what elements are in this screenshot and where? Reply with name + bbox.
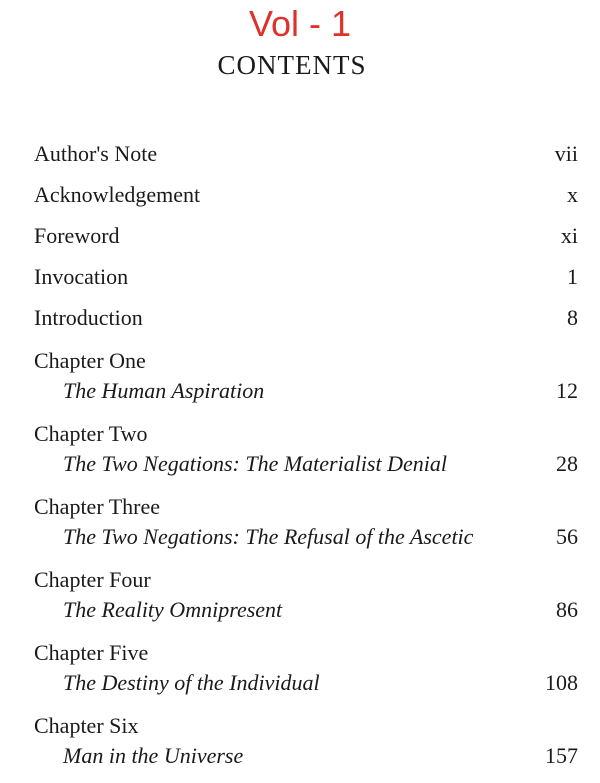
toc-entry-label: Acknowledgement (34, 182, 201, 207)
toc-chapter-heading (34, 639, 578, 666)
toc-chapter-heading (34, 566, 578, 593)
chapter-number: Chapter One (34, 348, 146, 373)
toc-entry-label: Invocation (34, 264, 129, 289)
toc-entry-invocation (34, 263, 578, 290)
chapter-title: The Reality Omnipresent (63, 597, 283, 622)
chapter-page: 28 (556, 451, 578, 476)
chapter-page: 86 (556, 597, 578, 622)
toc-entry-page: vii (554, 141, 578, 166)
toc-entry-authors-note (34, 140, 578, 167)
chapter-number: Chapter Four (34, 567, 151, 592)
chapter-title: The Two Negations: The Materialist Denial (63, 451, 447, 476)
toc-chapter-entry (34, 742, 578, 769)
chapter-number: Chapter Three (34, 494, 161, 519)
chapter-title: The Two Negations: The Refusal of the Ascetic (63, 524, 474, 549)
toc-entry-page: x (567, 182, 578, 207)
chapter-page: 12 (556, 378, 578, 403)
chapter-title: Man in the Universe (63, 743, 244, 768)
chapter-page: 56 (556, 524, 578, 549)
toc-chapter-entry (34, 377, 578, 404)
toc-entry-label: Introduction (34, 305, 143, 330)
toc-chapter-entry (34, 450, 578, 477)
toc-entry-page: 8 (567, 305, 578, 330)
toc-entry-page: 1 (567, 264, 578, 289)
toc-chapter-entry (34, 596, 578, 623)
volume-title: Vol - 1 (248, 3, 352, 44)
chapter-page: 157 (545, 743, 578, 768)
chapter-title: The Human Aspiration (63, 378, 265, 403)
chapter-number: Chapter Five (34, 640, 149, 665)
chapter-title: The Destiny of the Individual (63, 670, 320, 695)
toc-chapter-entry (34, 523, 578, 550)
toc-chapter-heading (34, 712, 578, 739)
toc-chapter-heading (34, 347, 578, 374)
toc-entry-label: Author's Note (34, 141, 158, 166)
toc-entry-acknowledgement (34, 181, 578, 208)
chapter-number: Chapter Two (34, 421, 148, 446)
toc-entry-label: Foreword (34, 223, 120, 248)
toc-entry-foreword (34, 222, 578, 249)
toc-entry-introduction (34, 304, 578, 331)
toc-chapter-heading (34, 420, 578, 447)
toc-chapter-heading (34, 493, 578, 520)
chapter-page: 108 (545, 670, 578, 695)
toc-chapter-entry (34, 669, 578, 696)
contents-heading: CONTENTS (217, 50, 367, 80)
toc-entry-page: xi (560, 223, 578, 248)
table-of-contents (34, 140, 578, 769)
chapter-number: Chapter Six (34, 713, 139, 738)
